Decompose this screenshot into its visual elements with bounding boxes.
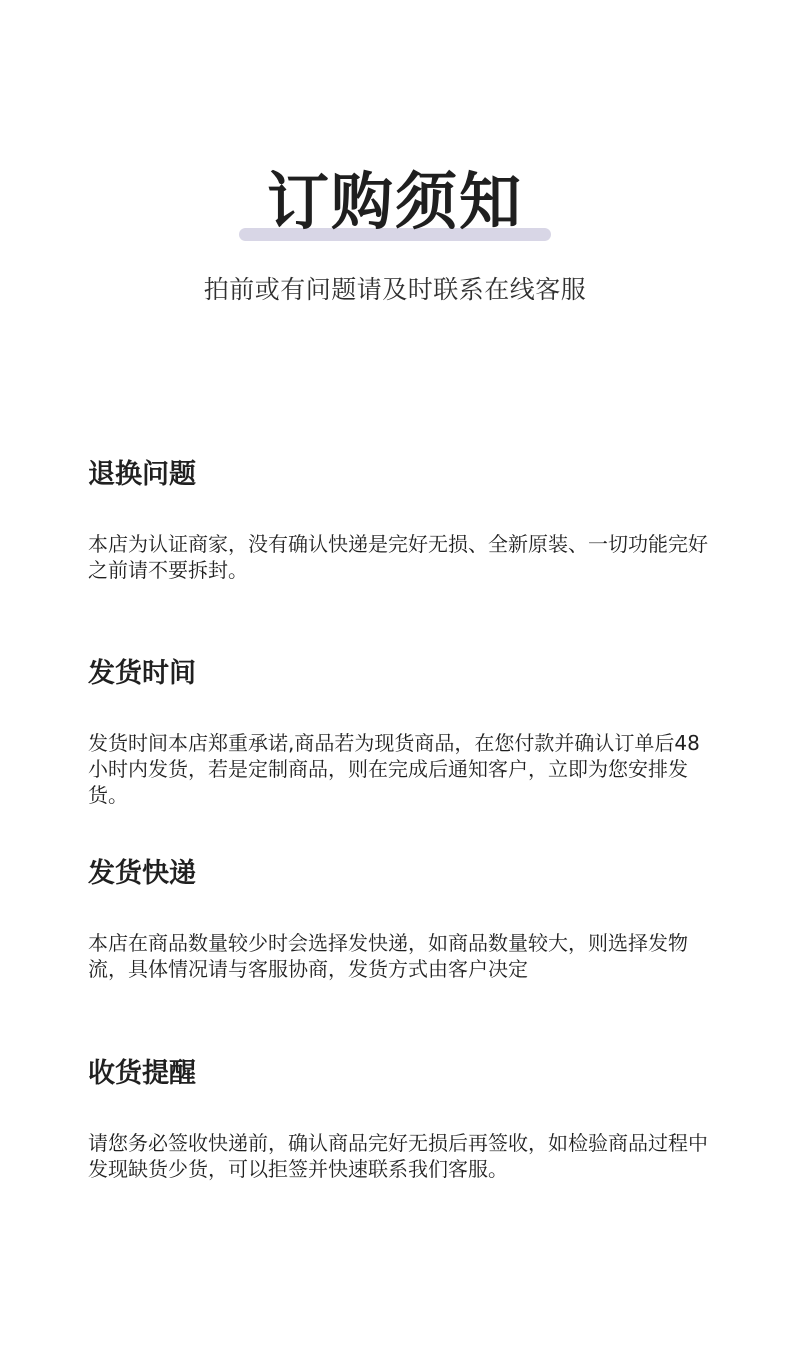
section-body-courier: 本店在商品数量较少时会选择发快递，如商品数量较大，则选择发物流，具体情况请与客服协商，发货方式由客户决定 bbox=[88, 931, 688, 981]
page-subtitle: 拍前或有问题请及时联系在线客服 bbox=[203, 275, 587, 304]
section-title-shipping-time: 发货时间 bbox=[88, 658, 196, 689]
section-title-courier: 发货快递 bbox=[88, 858, 196, 889]
page-title: 订购须知 bbox=[266, 165, 523, 238]
section-title-returns: 退换问题 bbox=[88, 459, 196, 490]
section-title-receipt-reminder: 收货提醒 bbox=[88, 1058, 196, 1089]
section-receipt-reminder bbox=[88, 1057, 708, 1182]
section-returns bbox=[88, 458, 708, 583]
title-group bbox=[0, 166, 790, 248]
section-courier bbox=[88, 857, 708, 982]
section-body-receipt-reminder: 请您务必签收快递前，确认商品完好无损后再签收，如检验商品过程中发现缺货少货，可以拒签并快速联系我们客服。 bbox=[88, 1131, 708, 1181]
section-shipping-time bbox=[88, 657, 708, 808]
page-header bbox=[0, 0, 790, 320]
section-body-returns: 本店为认证商家，没有确认快递是完好无损、全新原装、一切功能完好之前请不要拆封。 bbox=[88, 532, 708, 582]
section-body-shipping-time: 发货时间本店郑重承诺,商品若为现货商品，在您付款并确认订单后48小时内发货，若是定制商品，则在完成后通知客户，立即为您安排发货。 bbox=[88, 731, 700, 807]
